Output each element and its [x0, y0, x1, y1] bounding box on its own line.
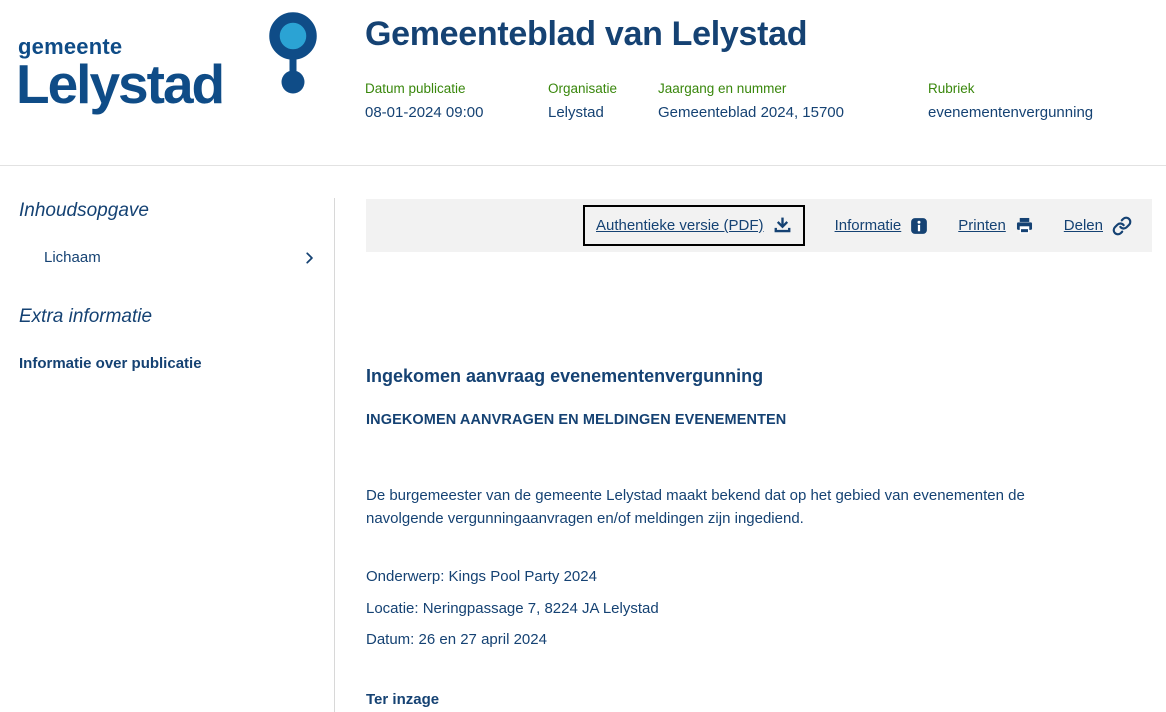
- header: [0, 0, 1166, 166]
- share-link[interactable]: [1064, 216, 1132, 236]
- authentic-version-pdf-link[interactable]: [596, 216, 792, 235]
- authentic-version-focus-box: [583, 205, 805, 246]
- document-toolbar: [366, 199, 1152, 252]
- page-title: Gemeenteblad van Lelystad: [365, 15, 808, 53]
- share-label: Delen: [1063, 217, 1103, 234]
- print-link[interactable]: [958, 216, 1034, 235]
- sidebar-item-informatie-over-publicatie[interactable]: Informatie over publicatie: [19, 355, 202, 372]
- meta-datum-publicatie: [365, 81, 548, 121]
- main-content: [366, 167, 1152, 708]
- sidebar-item-label: Lichaam: [44, 249, 101, 266]
- meta-jaargang-nummer: [658, 81, 928, 121]
- logo-text-lelystad: Lelystad: [16, 53, 224, 115]
- publication-meta: [365, 81, 1093, 121]
- print-label: Printen: [958, 217, 1006, 234]
- meta-value: Gemeenteblad 2024, 15700: [658, 104, 844, 121]
- information-link[interactable]: [835, 217, 929, 235]
- authentic-version-label: Authentieke versie (PDF): [595, 217, 764, 234]
- meta-value: evenementenvergunning: [928, 104, 1094, 121]
- meta-label: Rubriek: [928, 81, 975, 96]
- fact-datum: Datum: 26 en 27 april 2024: [366, 631, 547, 648]
- fact-onderwerp: Onderwerp: Kings Pool Party 2024: [366, 568, 597, 585]
- meta-label: Jaargang en nummer: [658, 81, 787, 96]
- map-pin-icon: [262, 8, 324, 103]
- meta-label: Organisatie: [548, 81, 618, 96]
- section-heading-ter-inzage: Ter inzage: [366, 691, 440, 708]
- chevron-right-icon: [302, 251, 316, 265]
- meta-value: 08-01-2024 09:00: [365, 104, 484, 121]
- info-icon: [910, 217, 928, 235]
- publication-body: [366, 366, 1152, 708]
- sidebar-heading-extra-informatie: Extra informatie: [19, 306, 153, 327]
- printer-icon: [1015, 216, 1034, 235]
- municipality-logo[interactable]: [14, 8, 344, 133]
- logo-text-gemeente: gemeente: [18, 34, 123, 59]
- article-paragraph: De burgemeester van de gemeente Lelystad maakt bekend dat op het gebied van evenementen de navolgende vergunningaanvragen en/of meldingen zijn ingediend.: [366, 487, 1025, 527]
- meta-value: Lelystad: [548, 104, 604, 121]
- meta-rubriek: [928, 81, 1093, 121]
- meta-label: Datum publicatie: [365, 81, 466, 96]
- sidebar: [0, 167, 335, 712]
- information-label: Informatie: [834, 217, 902, 234]
- fact-locatie: Locatie: Neringpassage 7, 8224 JA Lelystad: [366, 599, 659, 617]
- download-icon: [773, 216, 792, 235]
- link-icon: [1112, 216, 1132, 236]
- sidebar-item-lichaam[interactable]: [44, 249, 316, 266]
- meta-organisatie: [548, 81, 658, 121]
- article-heading: Ingekomen aanvraag evenementenvergunning: [366, 366, 764, 386]
- sidebar-heading-inhoudsopgave: Inhoudsopgave: [19, 200, 149, 221]
- article-subheading: INGEKOMEN AANVRAGEN EN MELDINGEN EVENEMENTEN: [366, 412, 787, 428]
